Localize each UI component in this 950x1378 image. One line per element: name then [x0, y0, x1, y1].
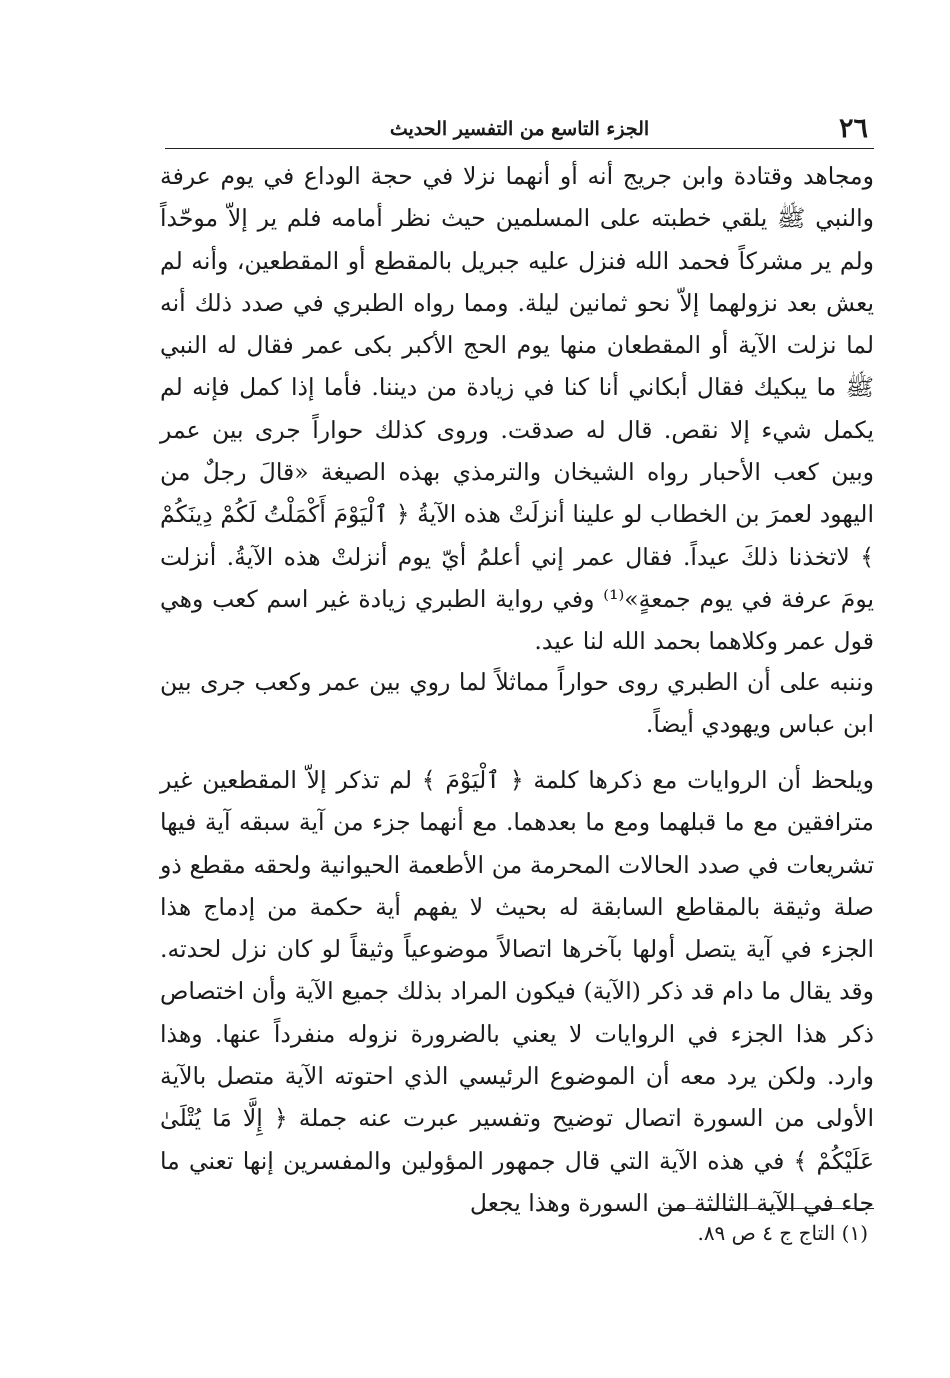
paragraph-text: ويلحظ أن الروايات مع ذكرها كلمة ﴿ ٱلْيَوْمَ ﴾ لم تذكر إلاّ المقطعين غير مترافقين مع ما قبلهما ومع ما بعدهما. مع أنهما جزء من آية سبقه آية فيها تشريعات في صدد الحالات المحرمة من الأطعمة الحيوانية ولحقه مقطع ذو صلة وثيقة بالمقاطع السابقة له بحيث لا يفهم أية حكمة من إدماج هذا الجزء في آية يتصل أولها بآخرها اتصالاً موضوعياً وثيقاً لو كان نزل لحدته. وقد يقال ما دام قد ذكر (الآية) فيكون المراد بذلك جميع الآية وأن اختصاص ذكر هذا الجزء في الروايات لا يعني بالضرورة نزوله منفرداً عنها. وهذا وارد. ولكن يرد معه أن الموضوع الرئيسي الذي احتوته الآية متصل بالآية الأولى من السورة اتصال توضيح وتفسير عبرت عنه جملة ﴿ إِلَّا مَا يُتْلَىٰ عَلَيْكُمْ ﴾ في هذه الآية التي قال جمهور المؤولين والمفسرين إنها تعني ما جاء في الآية الثالثة من السورة وهذا يجعل	[160, 766, 874, 1217]
body-paragraph-3	[160, 759, 874, 1224]
body-paragraph-2	[160, 661, 874, 746]
footnote: (١) التاج ج ٤ ص ٨٩.	[697, 1221, 868, 1245]
running-title: الجزء التاسع من التفسير الحديث	[389, 118, 650, 140]
paragraph-text: ومجاهد وقتادة وابن جريج أنه أو أنهما نزلا في حجة الوداع في يوم عرفة والنبي ﷺ يلقي خطبته على المسلمين حيث نظر أمامه فلم ير إلاّ موحّداً ولم ير مشركاً فحمد الله فنزل عليه جبريل بالمقطع أو المقطعين، وأنه لم يعش بعد نزولهما إلاّ نحو ثمانين ليلة. ومما رواه الطبري في صدد ذلك أنه لما نزلت الآية أو المقطعان منها يوم الحج الأكبر بكى عمر فقال له النبي ﷺ ما يبكيك فقال أبكاني أنا كنا في زيادة من ديننا. فأما إذا كمل فإنه لم يكمل شيء إلا نقص. قال له صدقت. وروى كذلك حواراً جرى بين عمر وبين كعب الأحبار رواه الشيخان والترمذي بهذه الصيغة «قالَ رجلٌ من اليهود لعمرَ بن الخطاب لو علينا أنزلَتْ هذه الآيةُ ﴿ ٱلْيَوْمَ أَكْمَلْتُ لَكُمْ دِينَكُمْ ﴾ لاتخذنا ذلكَ عيداً. فقال عمر إني أعلمُ أيّ يوم أنزلتْ هذه الآيةُ. أنزلت يومَ عرفة في يوم جمعةٍ»⁽¹⁾ وفي رواية الطبري زيادة غير اسم كعب وهي قول عمر وكلاهما بحمد الله لنا عيد.	[160, 162, 874, 656]
paragraph-text: وننبه على أن الطبري روى حواراً مماثلاً لما روي بين عمر وكعب جرى بين ابن عباس ويهودي أيضاً.	[160, 668, 874, 739]
body-paragraph-1	[160, 155, 874, 663]
running-header	[165, 112, 874, 149]
page-number: ٢٦	[838, 113, 868, 144]
footnote-divider	[664, 1208, 874, 1209]
